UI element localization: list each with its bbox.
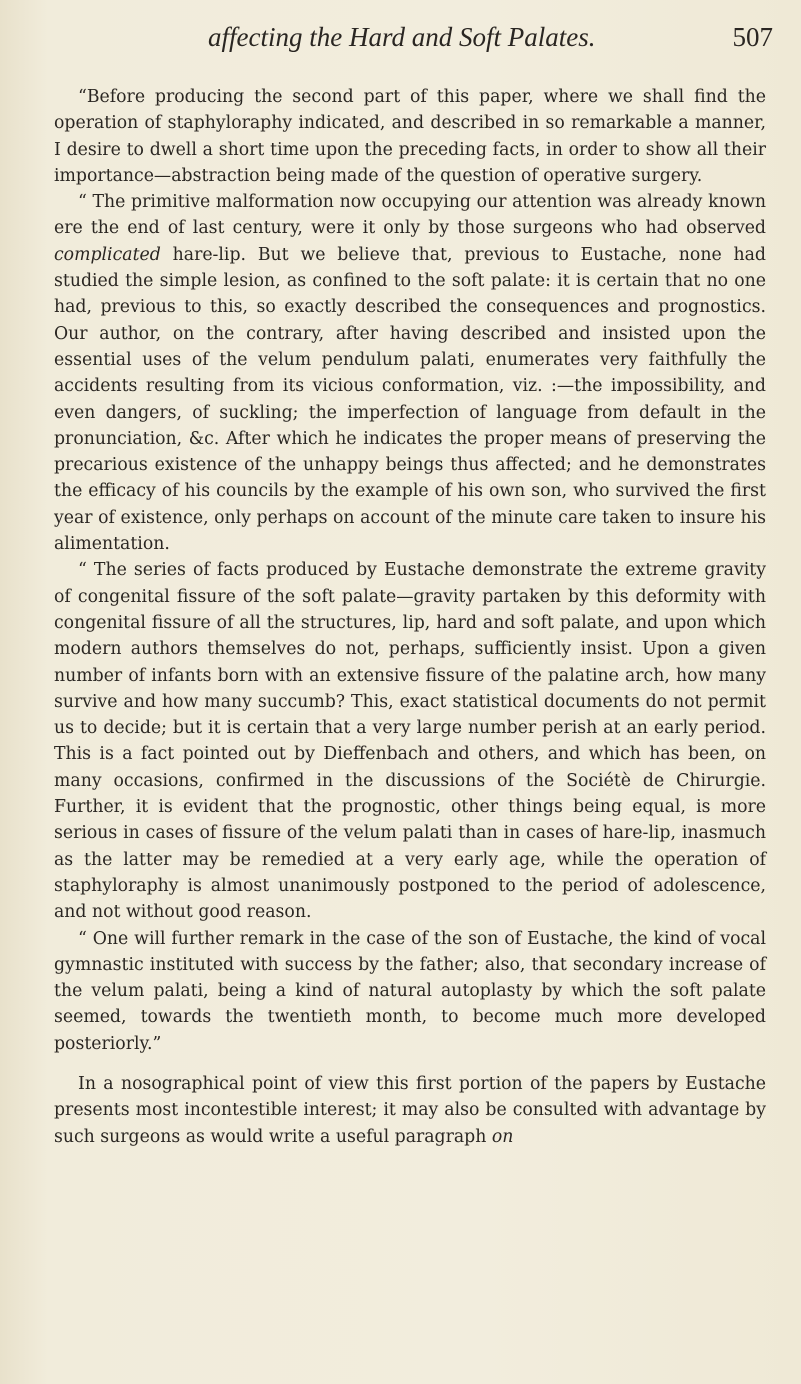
paragraph: “ One will further remark in the case of the son of Eustache, the kind of vocal gymnastic instituted with success by the father; also, that secondary increase of the velum palati, being a kind of natural autoplasty by which the soft palate seemed, towards the twentieth month, to become much more developed posteriorly.” [54, 928, 766, 1054]
paragraph: In a nosographical point of view this first portion of the papers by Eustache presents most incontestible interest; it may also be consulted with advantage by such surgeons as would write a useful paragraph on [54, 1073, 766, 1147]
paragraph: “ The series of facts produced by Eustache demonstrate the extreme gravity of congenital fissure of the soft palate—gravity partaken by this deformity with congenital fissure of all the structures, lip, hard and soft palate, and upon which modern authors themselves do not, perhaps, sufficiently insist. Upon a given number of infants born with an extensive fissure of the palatine arch, how many survive and how many succumb? This, exact statistical documents do not permit us to decide; but it is certain that a very large number perish at an early period. This is a fact pointed out by Dieffenbach and others, and which has been, on many occasions, confirmed in the discussions of the Sociétè de Chirurgie. Further, it is evident that the prognostic, other things being equal, is more serious in cases of fissure of the velum palati than in cases of hare-lip, inasmuch as the latter may be remedied at a very early age, while the operation of staphyloraphy is almost unanimously postponed to the period of adolescence, and not without good reason. [54, 560, 766, 923]
page-header [208, 22, 773, 62]
running-title: affecting the Hard and Soft Palates. [208, 22, 596, 52]
page-number: 507 [732, 22, 773, 52]
paragraph: “ The primitive malformation now occupying our attention was already known ere the end of last century, were it only by those surgeons who had observed complicated hare-lip. But we believe that, previous to Eustache, none had studied the simple lesion, as confined to the soft palate: it is certain that no one had, previous to this, so exactly described the consequences and prognostics. Our author, on the contrary, after having described and insisted upon the essential uses of the velum pendulum palati, enumerates very faithfully the accidents resulting from its vicious conformation, viz. :—the impossibility, and even dangers, of suckling; the imperfection of language from default in the pronunciation, &c. After which he indicates the proper means of preserving the precarious existence of the unhappy beings thus affected; and he demonstrates the efficacy of his councils by the example of his own son, who survived the first year of existence, only perhaps on account of the minute care taken to insure his alimentation. [54, 192, 766, 555]
emphasis: on [491, 1126, 514, 1147]
body-text [54, 84, 766, 1150]
emphasis: complicated [54, 244, 161, 265]
paragraph: “Before producing the second part of this paper, where we shall find the operation of staphyloraphy indicated, and described in so remarkable a manner, I desire to dwell a short time upon the preceding facts, in order to show all their importance—abstraction being made of the question of operative surgery. [54, 87, 766, 186]
